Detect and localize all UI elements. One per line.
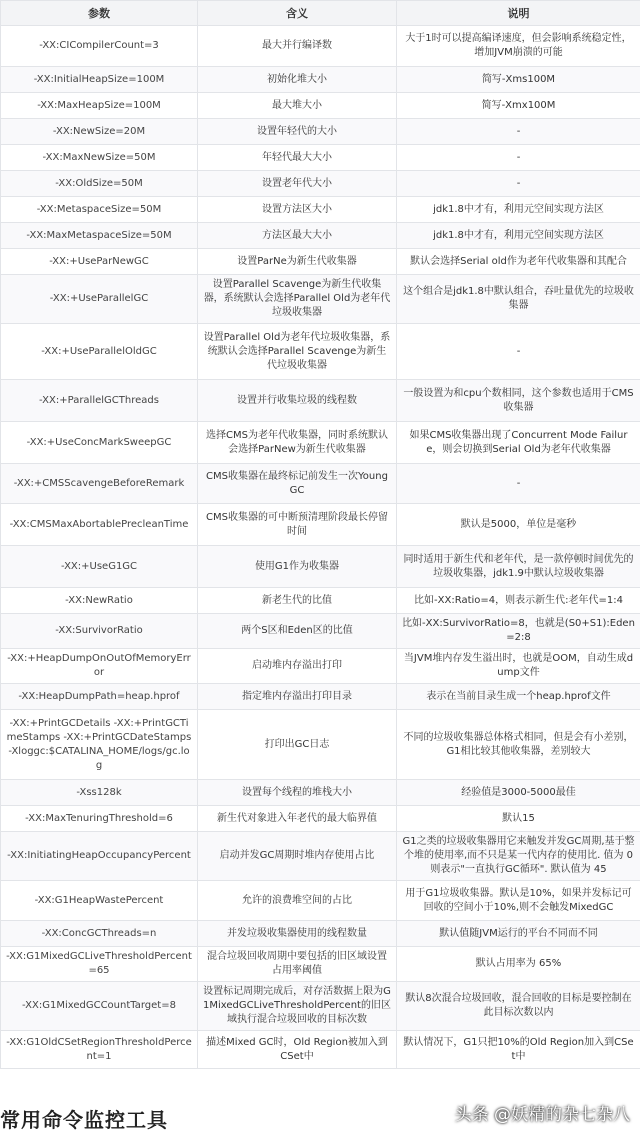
description-cell: 表示在当前目录生成一个heap.hprof文件 bbox=[397, 684, 640, 710]
watermark: 头条 @妖精的杂七杂八 bbox=[454, 1105, 630, 1125]
meaning-cell: 方法区最大大小 bbox=[198, 223, 397, 249]
meaning-cell: 设置每个线程的堆栈大小 bbox=[198, 780, 397, 806]
description-cell: 经验值是3000-5000最佳 bbox=[397, 780, 640, 806]
table-row bbox=[1, 380, 640, 422]
param-cell: -XX:MaxNewSize=50M bbox=[1, 145, 198, 171]
param-cell: -XX:+UseG1GC bbox=[1, 546, 198, 588]
header-param: 参数 bbox=[1, 1, 198, 26]
description-cell: 简写-Xmx100M bbox=[397, 93, 640, 119]
param-cell: -XX:ConcGCThreads=n bbox=[1, 921, 198, 947]
table-row bbox=[1, 614, 640, 649]
description-cell: 当JVM堆内存发生溢出时，也就是OOM，自动生成dump文件 bbox=[397, 649, 640, 684]
param-cell: -XX:CICompilerCount=3 bbox=[1, 26, 198, 67]
section-title: 常用命令监控工具 bbox=[0, 1108, 168, 1132]
description-cell: 如果CMS收集器出现了Concurrent Mode Failure，则会切换到Serial Old为老年代收集器 bbox=[397, 422, 640, 464]
table-row bbox=[1, 26, 640, 67]
param-cell: -XX:MetaspaceSize=50M bbox=[1, 197, 198, 223]
table-row bbox=[1, 422, 640, 464]
param-cell: -XX:InitialHeapSize=100M bbox=[1, 67, 198, 93]
param-cell: -XX:OldSize=50M bbox=[1, 171, 198, 197]
param-cell: -XX:NewSize=20M bbox=[1, 119, 198, 145]
table-row bbox=[1, 684, 640, 710]
table-row bbox=[1, 223, 640, 249]
param-cell: -XX:+UseParallelOldGC bbox=[1, 324, 198, 380]
description-cell: - bbox=[397, 324, 640, 380]
description-cell: 默认会选择Serial old作为老年代收集器和其配合 bbox=[397, 249, 640, 275]
param-cell: -XX:MaxHeapSize=100M bbox=[1, 93, 198, 119]
description-cell: 默认8次混合垃圾回收，混合回收的目标是要控制在此目标次数以内 bbox=[397, 982, 640, 1031]
description-cell: 这个组合是jdk1.8中默认组合，吞吐量优先的垃圾收集器 bbox=[397, 275, 640, 324]
table-row bbox=[1, 464, 640, 504]
meaning-cell: 使用G1作为收集器 bbox=[198, 546, 397, 588]
description-cell: 默认15 bbox=[397, 806, 640, 832]
param-cell: -XX:SurvivorRatio bbox=[1, 614, 198, 649]
description-cell: jdk1.8中才有，利用元空间实现方法区 bbox=[397, 223, 640, 249]
meaning-cell: 并发垃圾收集器使用的线程数量 bbox=[198, 921, 397, 947]
table-row bbox=[1, 504, 640, 546]
table-row bbox=[1, 832, 640, 881]
meaning-cell: 设置Parallel Scavenge为新生代收集器，系统默认会选择Parallel Old为老年代垃圾收集器 bbox=[198, 275, 397, 324]
meaning-cell: 新老生代的比值 bbox=[198, 588, 397, 614]
param-cell: -XX:+UseParallelGC bbox=[1, 275, 198, 324]
meaning-cell: 设置方法区大小 bbox=[198, 197, 397, 223]
table-row bbox=[1, 806, 640, 832]
meaning-cell: 两个S区和Eden区的比值 bbox=[198, 614, 397, 649]
param-cell: -XX:MaxMetaspaceSize=50M bbox=[1, 223, 198, 249]
param-cell: -XX:HeapDumpPath=heap.hprof bbox=[1, 684, 198, 710]
header-meaning: 含义 bbox=[198, 1, 397, 26]
table-row bbox=[1, 921, 640, 947]
table-row bbox=[1, 145, 640, 171]
table-row bbox=[1, 947, 640, 982]
table-header-row bbox=[1, 1, 640, 26]
param-cell: -XX:InitiatingHeapOccupancyPercent bbox=[1, 832, 198, 881]
param-cell: -XX:G1HeapWastePercent bbox=[1, 881, 198, 921]
param-cell: -XX:+UseConcMarkSweepGC bbox=[1, 422, 198, 464]
table-row bbox=[1, 171, 640, 197]
description-cell: 默认是5000，单位是毫秒 bbox=[397, 504, 640, 546]
header-description: 说明 bbox=[397, 1, 640, 26]
description-cell: 默认占用率为 65% bbox=[397, 947, 640, 982]
table-row bbox=[1, 119, 640, 145]
description-cell: 默认值随JVM运行的平台不同而不同 bbox=[397, 921, 640, 947]
meaning-cell: 启动堆内存溢出打印 bbox=[198, 649, 397, 684]
table-row bbox=[1, 881, 640, 921]
meaning-cell: 新生代对象进入年老代的最大临界值 bbox=[198, 806, 397, 832]
description-cell: - bbox=[397, 171, 640, 197]
meaning-cell: 最大堆大小 bbox=[198, 93, 397, 119]
description-cell: G1之类的垃圾收集器用它来触发并发GC周期,基于整个堆的使用率,而不只是某一代内存的使用比. 值为 0 则表示"一直执行GC循环". 默认值为 45 bbox=[397, 832, 640, 881]
description-cell: 不同的垃圾收集器总体格式相同，但是会有小差别，G1相比较其他收集器，差别较大 bbox=[397, 710, 640, 780]
param-cell: -XX:+ParallelGCThreads bbox=[1, 380, 198, 422]
meaning-cell: 最大并行编译数 bbox=[198, 26, 397, 67]
meaning-cell: 混合垃圾回收周期中要包括的旧区域设置占用率阈值 bbox=[198, 947, 397, 982]
param-cell: -XX:+PrintGCDetails -XX:+PrintGCTimeStamps -XX:+PrintGCDateStamps -Xloggc:$CATALINA_HOME/logs/gc.log bbox=[1, 710, 198, 780]
description-cell: 一般设置为和cpu个数相同，这个参数也适用于CMS收集器 bbox=[397, 380, 640, 422]
description-cell: 默认情况下，G1只把10%的Old Region加入到CSet中 bbox=[397, 1031, 640, 1069]
meaning-cell: 设置ParNe为新生代收集器 bbox=[198, 249, 397, 275]
description-cell: 用于G1垃圾收集器。默认是10%，如果并发标记可回收的空间小于10%,则不会触发MixedGC bbox=[397, 881, 640, 921]
description-cell: 大于1时可以提高编译速度，但会影响系统稳定性，增加JVM崩溃的可能 bbox=[397, 26, 640, 67]
meaning-cell: 设置并行收集垃圾的线程数 bbox=[198, 380, 397, 422]
table-row bbox=[1, 324, 640, 380]
meaning-cell: 描述Mixed GC时，Old Region被加入到CSet中 bbox=[198, 1031, 397, 1069]
param-cell: -XX:+HeapDumpOnOutOfMemoryError bbox=[1, 649, 198, 684]
param-cell: -XX:MaxTenuringThreshold=6 bbox=[1, 806, 198, 832]
table-row bbox=[1, 588, 640, 614]
table-row bbox=[1, 982, 640, 1031]
param-cell: -Xss128k bbox=[1, 780, 198, 806]
description-cell: - bbox=[397, 145, 640, 171]
param-cell: -XX:G1MixedGCLiveThresholdPercent=65 bbox=[1, 947, 198, 982]
table-row bbox=[1, 197, 640, 223]
param-cell: -XX:+UseParNewGC bbox=[1, 249, 198, 275]
meaning-cell: 指定堆内存溢出打印目录 bbox=[198, 684, 397, 710]
meaning-cell: 启动并发GC周期时堆内存使用占比 bbox=[198, 832, 397, 881]
meaning-cell: CMS收集器的可中断预清理阶段最长停留时间 bbox=[198, 504, 397, 546]
meaning-cell: 打印出GC日志 bbox=[198, 710, 397, 780]
table-row bbox=[1, 67, 640, 93]
meaning-cell: 设置Parallel Old为老年代垃圾收集器，系统默认会选择Parallel Scavenge为新生代垃圾收集器 bbox=[198, 324, 397, 380]
description-cell: - bbox=[397, 119, 640, 145]
meaning-cell: 设置年轻代的大小 bbox=[198, 119, 397, 145]
meaning-cell: 设置老年代大小 bbox=[198, 171, 397, 197]
param-cell: -XX:G1MixedGCCountTarget=8 bbox=[1, 982, 198, 1031]
table-row bbox=[1, 649, 640, 684]
table-row bbox=[1, 249, 640, 275]
meaning-cell: 选择CMS为老年代收集器，同时系统默认会选择ParNew为新生代收集器 bbox=[198, 422, 397, 464]
meaning-cell: 设置标记周期完成后，对存活数据上限为G1MixedGCLiveThresholdPercent的旧区域执行混合垃圾回收的目标次数 bbox=[198, 982, 397, 1031]
table-row bbox=[1, 780, 640, 806]
param-cell: -XX:NewRatio bbox=[1, 588, 198, 614]
table-row bbox=[1, 1031, 640, 1069]
description-cell: jdk1.8中才有，利用元空间实现方法区 bbox=[397, 197, 640, 223]
table-row bbox=[1, 275, 640, 324]
param-cell: -XX:+CMSScavengeBeforeRemark bbox=[1, 464, 198, 504]
description-cell: 同时适用于新生代和老年代，是一款停顿时间优先的垃圾收集器，jdk1.9中默认垃圾收集器 bbox=[397, 546, 640, 588]
meaning-cell: 初始化堆大小 bbox=[198, 67, 397, 93]
table-body bbox=[1, 26, 640, 1069]
description-cell: 比如-XX:Ratio=4，则表示新生代:老年代=1:4 bbox=[397, 588, 640, 614]
param-cell: -XX:G1OldCSetRegionThresholdPercent=1 bbox=[1, 1031, 198, 1069]
param-cell: -XX:CMSMaxAbortablePrecleanTime bbox=[1, 504, 198, 546]
meaning-cell: 允许的浪费堆空间的占比 bbox=[198, 881, 397, 921]
table-row bbox=[1, 546, 640, 588]
description-cell: - bbox=[397, 464, 640, 504]
table-row bbox=[1, 93, 640, 119]
description-cell: 简写-Xms100M bbox=[397, 67, 640, 93]
table-row bbox=[1, 710, 640, 780]
meaning-cell: 年轻代最大大小 bbox=[198, 145, 397, 171]
meaning-cell: CMS收集器在最终标记前发生一次Young GC bbox=[198, 464, 397, 504]
description-cell: 比如-XX:SurvivorRatio=8，也就是(S0+S1):Eden=2:8 bbox=[397, 614, 640, 649]
